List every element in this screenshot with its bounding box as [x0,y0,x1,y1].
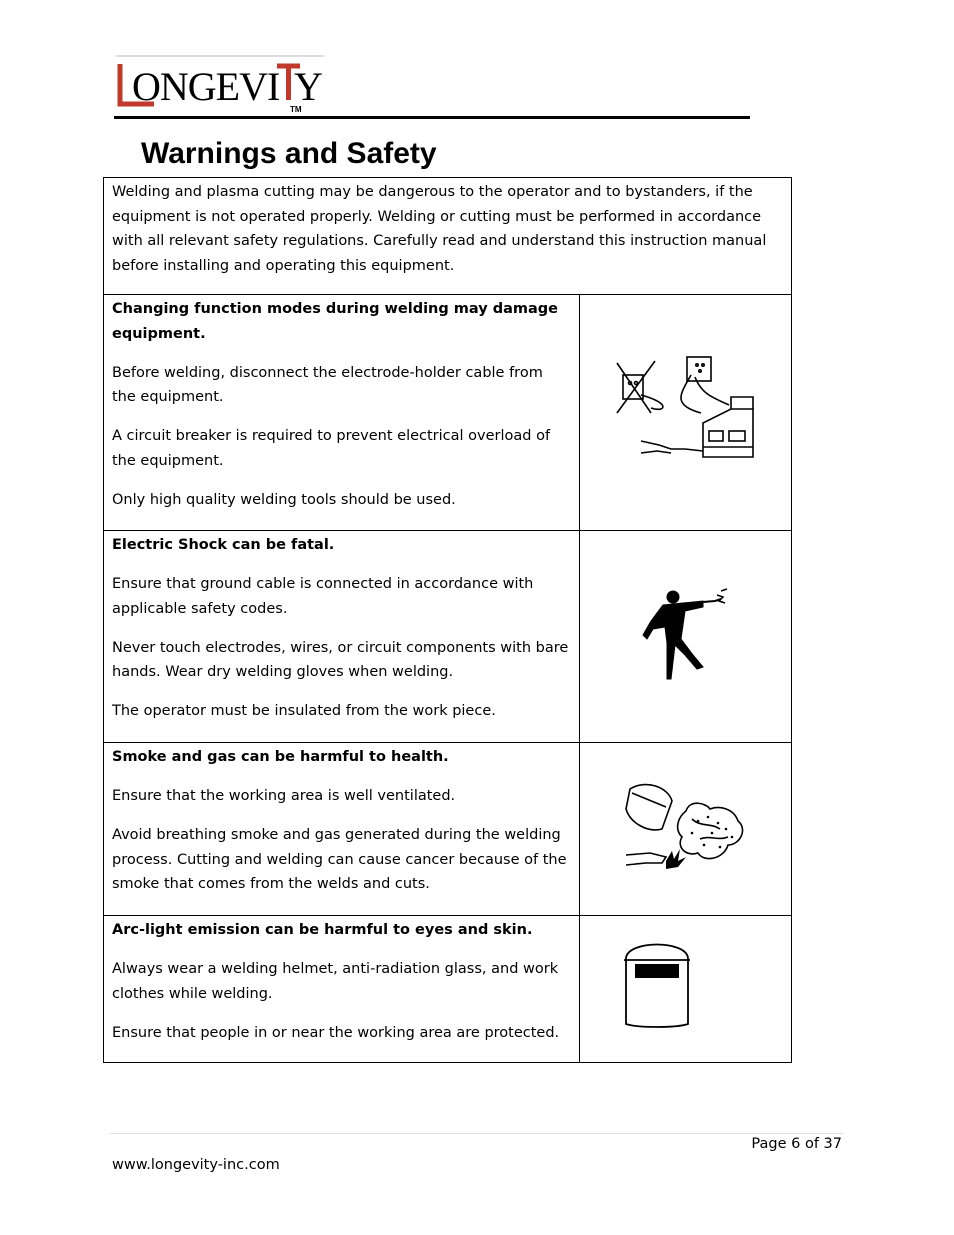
safety-text-cell [104,531,580,743]
longevity-logo [114,54,326,116]
safety-paragraph: Always wear a welding helmet, anti-radiation glass, and work clothes while welding. [112,961,559,1002]
svg-text:ONGEVI: ONGEVI [132,64,280,109]
safety-paragraph: Only high quality welding tools should be used. [112,491,456,508]
safety-paragraph: Ensure that ground cable is connected in accordance with applicable safety codes. [112,576,534,617]
safety-text-cell [104,743,580,916]
safety-table [103,177,792,1063]
page-title: Warnings and Safety [141,137,437,170]
intro-text: Welding and plasma cutting may be dangerous to the operator and to bystanders, if the equipment is not operated properly. Welding or cutting must be performed in accordance with all relevant safety regulations. Carefully read and understand this instruction manual before installing and operating this equipment. [112,184,767,274]
safety-row [104,531,792,743]
safety-paragraph: The operator must be insulated from the work piece. [112,703,496,719]
safety-text-cell [104,295,580,531]
safety-image-cell [580,531,792,743]
footer-rule [110,1133,843,1134]
welding-helmet-icon [620,934,694,1032]
svg-text:TM: TM [290,105,302,114]
electric-shock-icon [631,587,741,687]
safety-paragraph: Avoid breathing smoke and gas generated during the welding process. Cutting and welding can cause cancer because of the smoke that comes from the welds and cuts. [112,827,567,892]
unplug-equipment-icon [611,353,761,473]
safety-heading: Changing function modes during welding may damage equipment. [112,301,559,342]
safety-heading: Arc-light emission can be harmful to eyes and skin. [112,922,533,938]
safety-text-cell [104,916,580,1063]
safety-heading: Smoke and gas can be harmful to health. [112,749,449,765]
page-number: Page 6 of 37 [751,1136,842,1152]
header-rule [114,116,750,119]
intro-cell [104,178,792,295]
svg-text:Y: Y [294,64,323,109]
safety-heading: Electric Shock can be fatal. [112,537,335,553]
safety-image-cell [580,743,792,916]
website-url: www.longevity-inc.com [112,1157,280,1173]
safety-image-cell [580,295,792,531]
safety-row [104,295,792,531]
safety-paragraph: Never touch electrodes, wires, or circuit components with bare hands. Wear dry welding gloves when welding. [112,639,569,680]
safety-row [104,916,792,1063]
welding-fumes-icon [616,779,756,879]
safety-paragraph: Ensure that people in or near the working area are protected. [112,1024,560,1041]
safety-row [104,743,792,916]
safety-image-cell [580,916,792,1063]
safety-paragraph: Before welding, disconnect the electrode-holder cable from the equipment. [112,364,543,405]
safety-paragraph: Ensure that the working area is well ventilated. [112,788,456,804]
safety-paragraph: A circuit breaker is required to prevent electrical overload of the equipment. [112,428,551,469]
